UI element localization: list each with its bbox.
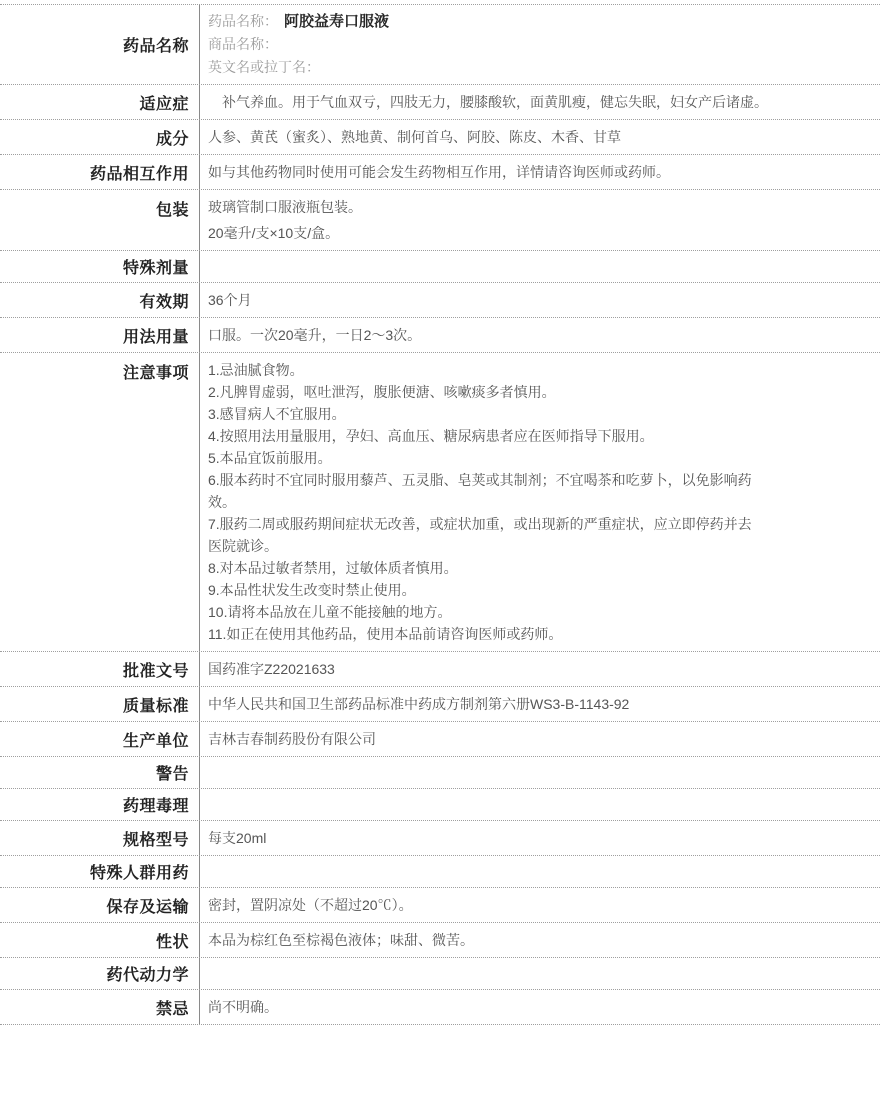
table-row-drug-interactions xyxy=(0,155,880,190)
content-line: 8.对本品过敏者禁用，过敏体质者慎用。 xyxy=(208,560,458,576)
content-line: 补气养血。用于气血双亏，四肢无力，腰膝酸软，面黄肌瘦，健忘失眠，妇女产后诸虚。 xyxy=(208,94,768,110)
table-row-special-dosage xyxy=(0,251,880,283)
row-content-specification xyxy=(200,821,880,855)
row-content-storage-transport xyxy=(200,888,880,922)
content-line: 20毫升/支×10支/盒。 xyxy=(208,225,340,241)
drug-info-table xyxy=(0,4,880,1025)
content-line: 1.忌油腻食物。 xyxy=(208,362,304,378)
name-line-key: 英文名或拉丁名： xyxy=(208,59,320,75)
row-label-specification: 规格型号 xyxy=(0,821,200,855)
row-label-shelf-life: 有效期 xyxy=(0,283,200,317)
name-line-key: 药品名称： xyxy=(208,13,278,29)
name-line-key: 商品名称： xyxy=(208,36,278,52)
content-line: 6.服本药时不宜同时服用藜芦、五灵脂、皂荚或其制剂；不宜喝茶和吃萝卜，以免影响药效。 xyxy=(208,472,752,510)
row-label-precautions: 注意事项 xyxy=(0,353,200,651)
content-line: 3.感冒病人不宜服用。 xyxy=(208,406,346,422)
row-content-properties xyxy=(200,923,880,957)
content-line: 如与其他药物同时使用可能会发生药物相互作用，详情请咨询医师或药师。 xyxy=(208,164,670,180)
content-line: 吉林吉春制药股份有限公司 xyxy=(208,731,376,747)
table-row-ingredients xyxy=(0,120,880,155)
row-content-special-populations xyxy=(200,856,880,887)
content-line: 10.请将本品放在儿童不能接触的地方。 xyxy=(208,604,452,620)
content-line: 口服。一次20毫升，一日2～3次。 xyxy=(208,327,422,343)
table-row-indications xyxy=(0,85,880,120)
content-line: 玻璃管制口服液瓶包装。 xyxy=(208,199,362,215)
row-content-manufacturer xyxy=(200,722,880,756)
row-content-warning xyxy=(200,757,880,788)
row-label-manufacturer: 生产单位 xyxy=(0,722,200,756)
content-line: 尚不明确。 xyxy=(208,999,278,1015)
row-label-storage-transport: 保存及运输 xyxy=(0,888,200,922)
table-row-special-populations xyxy=(0,856,880,888)
row-label-warning: 警告 xyxy=(0,757,200,788)
row-content-dosage-administration xyxy=(200,318,880,352)
table-row-storage-transport xyxy=(0,888,880,923)
name-line xyxy=(208,33,870,56)
row-label-drug-name: 药品名称 xyxy=(0,5,200,84)
table-row-warning xyxy=(0,757,880,789)
row-content-special-dosage xyxy=(200,251,880,282)
row-label-contraindications: 禁忌 xyxy=(0,990,200,1024)
table-row-properties xyxy=(0,923,880,958)
row-label-special-dosage: 特殊剂量 xyxy=(0,251,200,282)
content-line: 每支20ml xyxy=(208,830,267,846)
row-label-quality-standard: 质量标准 xyxy=(0,687,200,721)
row-label-properties: 性状 xyxy=(0,923,200,957)
table-row-contraindications xyxy=(0,990,880,1025)
table-row-pharmacology-toxicology xyxy=(0,789,880,821)
row-content-precautions xyxy=(200,353,774,651)
table-row-approval-number xyxy=(0,652,880,687)
row-label-special-populations: 特殊人群用药 xyxy=(0,856,200,887)
row-content-approval-number xyxy=(200,652,880,686)
content-line: 本品为棕红色至棕褐色液体；味甜、微苦。 xyxy=(208,932,474,948)
table-row-precautions xyxy=(0,353,880,652)
content-line: 11.如正在使用其他药品，使用本品前请咨询医师或药师。 xyxy=(208,626,563,642)
row-content-packaging xyxy=(200,190,880,250)
table-row-shelf-life xyxy=(0,283,880,318)
content-line: 9.本品性状发生改变时禁止使用。 xyxy=(208,582,416,598)
content-line: 7.服药二周或服药期间症状无改善，或症状加重，或出现新的严重症状，应立即停药并去医院就诊。 xyxy=(208,516,752,554)
content-line: 人参、黄芪（蜜炙）、熟地黄、制何首乌、阿胶、陈皮、木香、甘草 xyxy=(208,129,621,145)
row-content-indications xyxy=(200,85,880,119)
row-label-ingredients: 成分 xyxy=(0,120,200,154)
row-content-drug-name xyxy=(200,5,880,84)
content-line: 4.按照用法用量服用，孕妇、高血压、糖尿病患者应在医师指导下服用。 xyxy=(208,428,654,444)
name-line xyxy=(208,10,870,33)
table-row-packaging xyxy=(0,190,880,251)
row-label-approval-number: 批准文号 xyxy=(0,652,200,686)
table-row-dosage-administration xyxy=(0,318,880,353)
row-content-pharmacology-toxicology xyxy=(200,789,880,820)
row-label-pharmacology-toxicology: 药理毒理 xyxy=(0,789,200,820)
row-content-contraindications xyxy=(200,990,880,1024)
row-label-indications: 适应症 xyxy=(0,85,200,119)
content-line: 中华人民共和国卫生部药品标准中药成方制剂第六册WS3-B-1143-92 xyxy=(208,696,630,712)
row-content-quality-standard xyxy=(200,687,880,721)
table-row-drug-name xyxy=(0,5,880,85)
table-row-quality-standard xyxy=(0,687,880,722)
row-content-ingredients xyxy=(200,120,880,154)
table-row-manufacturer xyxy=(0,722,880,757)
row-label-drug-interactions: 药品相互作用 xyxy=(0,155,200,189)
content-line: 密封，置阴凉处（不超过20℃）。 xyxy=(208,897,413,913)
row-label-dosage-administration: 用法用量 xyxy=(0,318,200,352)
name-line xyxy=(208,56,870,79)
content-line: 国药准字Z22021633 xyxy=(208,661,335,677)
row-content-drug-interactions xyxy=(200,155,880,189)
content-line: 2.凡脾胃虚弱，呕吐泄泻，腹胀便溏、咳嗽痰多者慎用。 xyxy=(208,384,556,400)
content-line: 5.本品宜饭前服用。 xyxy=(208,450,332,466)
row-content-shelf-life xyxy=(200,283,880,317)
content-line: 36个月 xyxy=(208,292,252,308)
row-label-pharmacokinetics: 药代动力学 xyxy=(0,958,200,989)
name-line-value: 阿胶益寿口服液 xyxy=(284,13,390,30)
row-content-pharmacokinetics xyxy=(200,958,880,989)
table-row-pharmacokinetics xyxy=(0,958,880,990)
row-label-packaging: 包装 xyxy=(0,190,200,250)
table-row-specification xyxy=(0,821,880,856)
